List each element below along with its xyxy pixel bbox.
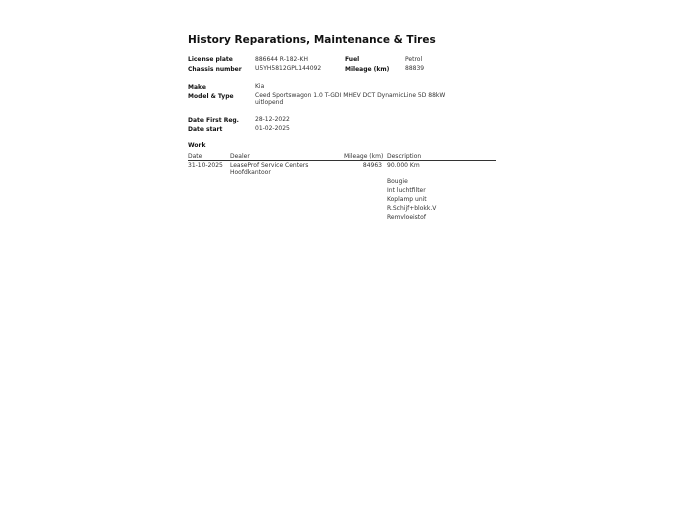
table-header-rule xyxy=(188,160,496,161)
fuel-value: Petrol xyxy=(405,55,423,63)
list-item: R.Schijf+blokk.V xyxy=(387,205,437,212)
page-title: History Reparations, Maintenance & Tires xyxy=(188,34,436,46)
make-value: Kia xyxy=(255,83,265,90)
license-plate-value: 886644 R-182-KH xyxy=(255,55,308,63)
col-header-mileage: Mileage (km) xyxy=(344,152,384,160)
date-start-value: 01-02-2025 xyxy=(255,125,290,132)
list-item: Remvloeistof xyxy=(387,214,426,221)
work-dealer-line2: Hoofdkantoor xyxy=(230,168,271,176)
col-header-description: Description xyxy=(387,152,422,160)
date-first-reg-value: 28-12-2022 xyxy=(255,116,290,123)
fuel-label: Fuel xyxy=(345,56,360,63)
work-dealer-line1: LeaseProf Service Centers xyxy=(230,161,309,169)
date-start-label: Date start xyxy=(188,125,223,133)
model-type-value-line1: Ceed Sportswagon 1.0 T-GDI MHEV DCT DynamicLine 5D 88kW xyxy=(255,92,446,99)
make-label: Make xyxy=(188,83,206,91)
list-item: Int luchtfilter xyxy=(387,187,426,194)
chassis-number-label: Chassis number xyxy=(188,65,242,73)
model-type-value-line2: uitlopend xyxy=(255,99,284,106)
model-type-label: Model & Type xyxy=(188,92,234,100)
work-date: 31-10-2025 xyxy=(188,161,223,169)
work-heading: Work xyxy=(188,141,206,149)
mileage-label: Mileage (km) xyxy=(345,65,390,73)
col-header-date: Date xyxy=(188,152,203,160)
list-item: Bougie xyxy=(387,178,408,185)
work-description: 90.000 Km xyxy=(387,161,420,169)
work-mileage: 84963 xyxy=(362,161,382,169)
chassis-number-value: U5YH5812GPL144092 xyxy=(255,65,322,72)
license-plate-label: License plate xyxy=(188,56,233,63)
date-first-reg-label: Date First Reg. xyxy=(188,116,239,124)
col-header-dealer: Dealer xyxy=(230,152,250,160)
mileage-value: 88839 xyxy=(405,65,425,72)
list-item: Koplamp unit xyxy=(387,196,427,203)
